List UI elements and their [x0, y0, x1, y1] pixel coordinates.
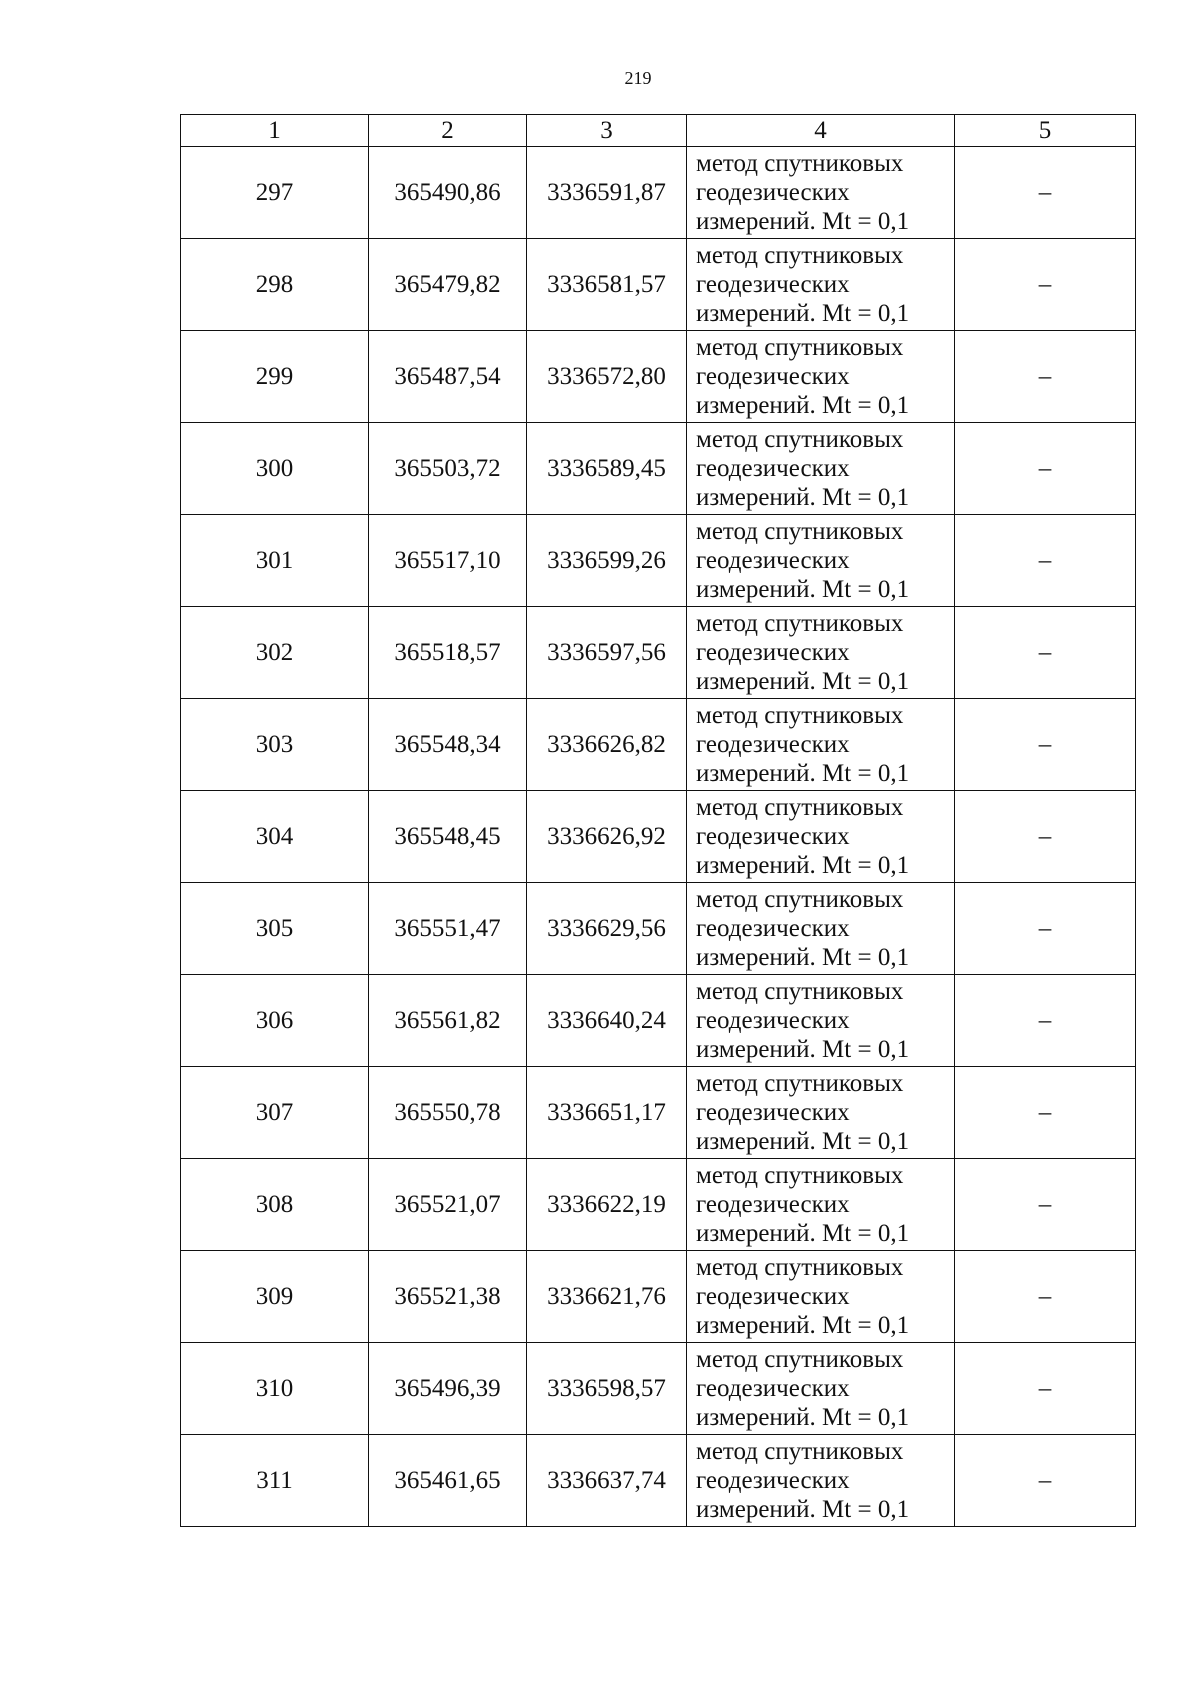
- y-coordinate-cell: 3336581,57: [527, 239, 687, 331]
- method-cell: метод спутниковых геодезических измерений. Mt = 0,1: [687, 515, 955, 607]
- note-cell: –: [955, 331, 1136, 423]
- y-coordinate-cell: 3336622,19: [527, 1159, 687, 1251]
- note-cell: –: [955, 1251, 1136, 1343]
- point-number-cell: 297: [181, 147, 369, 239]
- table-row: [181, 975, 1136, 1067]
- method-cell: метод спутниковых геодезических измерений. Mt = 0,1: [687, 699, 955, 791]
- point-number-cell: 305: [181, 883, 369, 975]
- header-row: [181, 115, 1136, 147]
- table-body: [181, 147, 1136, 1527]
- y-coordinate-cell: 3336640,24: [527, 975, 687, 1067]
- x-coordinate-cell: 365548,45: [369, 791, 527, 883]
- x-coordinate-cell: 365503,72: [369, 423, 527, 515]
- point-number-cell: 303: [181, 699, 369, 791]
- x-coordinate-cell: 365461,65: [369, 1435, 527, 1527]
- method-cell: метод спутниковых геодезических измерений. Mt = 0,1: [687, 607, 955, 699]
- header-col-2: 2: [369, 115, 527, 147]
- y-coordinate-cell: 3336591,87: [527, 147, 687, 239]
- y-coordinate-cell: 3336651,17: [527, 1067, 687, 1159]
- table-row: [181, 607, 1136, 699]
- y-coordinate-cell: 3336599,26: [527, 515, 687, 607]
- table-row: [181, 423, 1136, 515]
- page-number: 219: [624, 68, 652, 88]
- y-coordinate-cell: 3336572,80: [527, 331, 687, 423]
- note-cell: –: [955, 607, 1136, 699]
- table-row: [181, 239, 1136, 331]
- method-cell: метод спутниковых геодезических измерений. Mt = 0,1: [687, 423, 955, 515]
- method-cell: метод спутниковых геодезических измерений. Mt = 0,1: [687, 1251, 955, 1343]
- y-coordinate-cell: 3336629,56: [527, 883, 687, 975]
- method-cell: метод спутниковых геодезических измерений. Mt = 0,1: [687, 1159, 955, 1251]
- table-row: [181, 147, 1136, 239]
- point-number-cell: 306: [181, 975, 369, 1067]
- note-cell: –: [955, 975, 1136, 1067]
- note-cell: –: [955, 791, 1136, 883]
- table-row: [181, 515, 1136, 607]
- note-cell: –: [955, 1067, 1136, 1159]
- y-coordinate-cell: 3336637,74: [527, 1435, 687, 1527]
- table-row: [181, 699, 1136, 791]
- table-row: [181, 1343, 1136, 1435]
- note-cell: –: [955, 1435, 1136, 1527]
- point-number-cell: 308: [181, 1159, 369, 1251]
- point-number-cell: 301: [181, 515, 369, 607]
- point-number-cell: 298: [181, 239, 369, 331]
- x-coordinate-cell: 365521,07: [369, 1159, 527, 1251]
- point-number-cell: 302: [181, 607, 369, 699]
- header-col-1: 1: [181, 115, 369, 147]
- y-coordinate-cell: 3336597,56: [527, 607, 687, 699]
- header-col-5: 5: [955, 115, 1136, 147]
- point-number-cell: 299: [181, 331, 369, 423]
- table-row: [181, 1251, 1136, 1343]
- method-cell: метод спутниковых геодезических измерений. Mt = 0,1: [687, 883, 955, 975]
- table-row: [181, 1067, 1136, 1159]
- method-cell: метод спутниковых геодезических измерений. Mt = 0,1: [687, 1343, 955, 1435]
- x-coordinate-cell: 365490,86: [369, 147, 527, 239]
- method-cell: метод спутниковых геодезических измерений. Mt = 0,1: [687, 239, 955, 331]
- x-coordinate-cell: 365496,39: [369, 1343, 527, 1435]
- x-coordinate-cell: 365550,78: [369, 1067, 527, 1159]
- table-row: [181, 883, 1136, 975]
- y-coordinate-cell: 3336621,76: [527, 1251, 687, 1343]
- y-coordinate-cell: 3336626,92: [527, 791, 687, 883]
- point-number-cell: 311: [181, 1435, 369, 1527]
- header-col-3: 3: [527, 115, 687, 147]
- point-number-cell: 300: [181, 423, 369, 515]
- x-coordinate-cell: 365561,82: [369, 975, 527, 1067]
- y-coordinate-cell: 3336626,82: [527, 699, 687, 791]
- note-cell: –: [955, 1159, 1136, 1251]
- note-cell: –: [955, 699, 1136, 791]
- x-coordinate-cell: 365548,34: [369, 699, 527, 791]
- table-row: [181, 791, 1136, 883]
- point-number-cell: 304: [181, 791, 369, 883]
- table-row: [181, 1159, 1136, 1251]
- x-coordinate-cell: 365487,54: [369, 331, 527, 423]
- header-col-4: 4: [687, 115, 955, 147]
- method-cell: метод спутниковых геодезических измерений. Mt = 0,1: [687, 147, 955, 239]
- note-cell: –: [955, 1343, 1136, 1435]
- x-coordinate-cell: 365521,38: [369, 1251, 527, 1343]
- method-cell: метод спутниковых геодезических измерений. Mt = 0,1: [687, 1435, 955, 1527]
- point-number-cell: 307: [181, 1067, 369, 1159]
- method-cell: метод спутниковых геодезических измерений. Mt = 0,1: [687, 331, 955, 423]
- note-cell: –: [955, 883, 1136, 975]
- y-coordinate-cell: 3336589,45: [527, 423, 687, 515]
- x-coordinate-cell: 365551,47: [369, 883, 527, 975]
- point-number-cell: 309: [181, 1251, 369, 1343]
- x-coordinate-cell: 365518,57: [369, 607, 527, 699]
- note-cell: –: [955, 423, 1136, 515]
- method-cell: метод спутниковых геодезических измерений. Mt = 0,1: [687, 791, 955, 883]
- x-coordinate-cell: 365479,82: [369, 239, 527, 331]
- point-number-cell: 310: [181, 1343, 369, 1435]
- note-cell: –: [955, 147, 1136, 239]
- coordinates-table: [180, 114, 1136, 1527]
- table-row: [181, 1435, 1136, 1527]
- method-cell: метод спутниковых геодезических измерений. Mt = 0,1: [687, 975, 955, 1067]
- y-coordinate-cell: 3336598,57: [527, 1343, 687, 1435]
- table-header: [181, 115, 1136, 147]
- note-cell: –: [955, 515, 1136, 607]
- x-coordinate-cell: 365517,10: [369, 515, 527, 607]
- note-cell: –: [955, 239, 1136, 331]
- table-row: [181, 331, 1136, 423]
- method-cell: метод спутниковых геодезических измерений. Mt = 0,1: [687, 1067, 955, 1159]
